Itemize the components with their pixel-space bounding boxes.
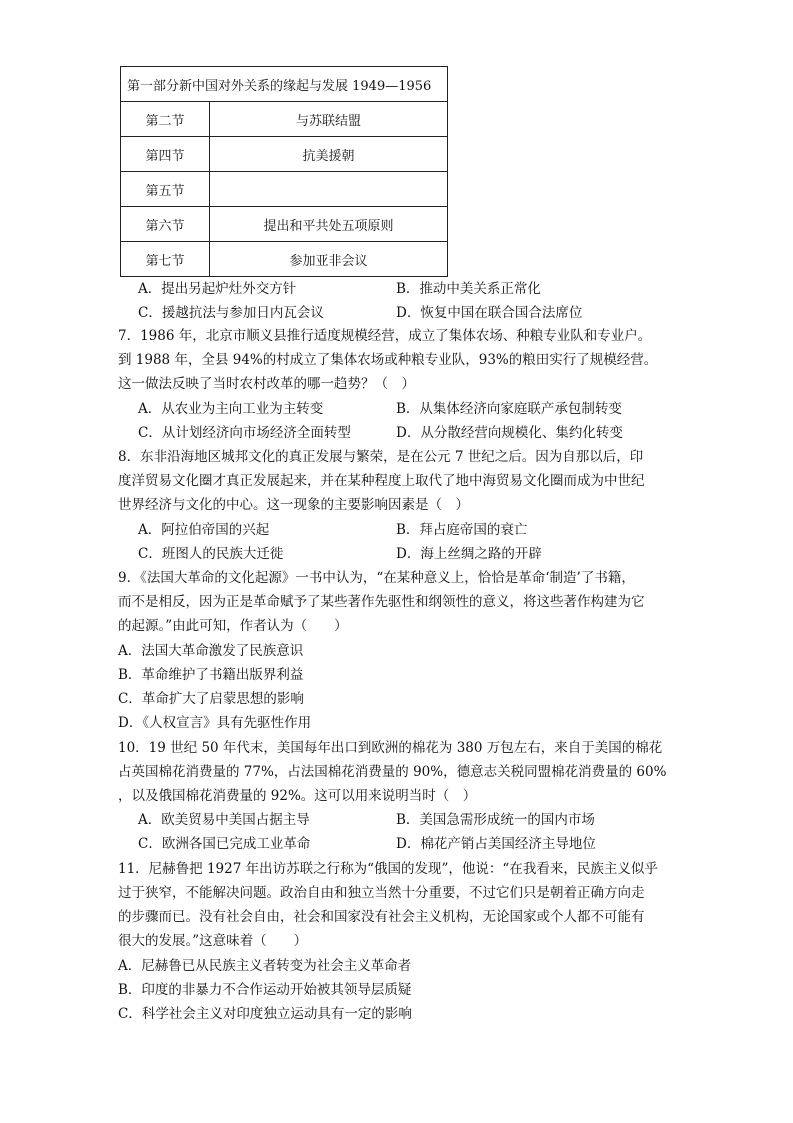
q11-option-a: A．尼赫鲁已从民族主义者转变为社会主义革命者 (118, 958, 412, 974)
q7-option-c: C．从计划经济向市场经济全面转型 (138, 425, 351, 441)
q8-stem-line-3: 世界经济与文化的中心。这一现象的主要影响因素是（ ） (118, 497, 469, 513)
section-cell: 第二节 (121, 102, 210, 137)
syllabus-table (120, 66, 448, 277)
q7-stem-line-1: 7．1986 年，北京市顺义县推行适度规模经营，成立了集体农场、种粮专业队和专业户。 (118, 328, 652, 344)
section-cell: 第五节 (121, 172, 210, 207)
section-cell: 第六节 (121, 207, 210, 242)
topic-cell: 抗美援朝 (210, 137, 448, 172)
q9-option-c: C．革命扩大了启蒙思想的影响 (118, 691, 304, 707)
q11-option-b: B．印度的非暴力不合作运动开始被其领导层质疑 (118, 982, 412, 998)
q8-stem-line-2: 度洋贸易文化圈才真正发展起来，并在某种程度上取代了地中海贸易文化圈而成为中世纪 (118, 473, 645, 489)
q8-option-b: B．拜占庭帝国的衰亡 (396, 522, 528, 538)
q10-option-a: A．欧美贸易中美国占据主导 (138, 812, 310, 828)
q7-option-d: D．从分散经营向规模化、集约化转变 (396, 425, 623, 441)
q8-stem-line-1: 8．东非沿海地区城邦文化的真正发展与繁荣，是在公元 7 世纪之后。因为自那以后，印 (118, 449, 644, 465)
q8-option-a: A．阿拉伯帝国的兴起 (138, 522, 270, 538)
topic-cell: 与苏联结盟 (210, 102, 448, 137)
topic-cell: 提出和平共处五项原则 (210, 207, 448, 242)
q10-option-b: B．美国急需形成统一的国内市场 (396, 812, 595, 828)
q6-option-b: B．推动中美关系正常化 (396, 281, 541, 297)
q9-stem-line-3: 的起源。”由此可知，作者认为（ ） (118, 618, 348, 634)
q10-stem-line-2: 占英国棉花消费量的 77%，占法国棉花消费量的 90%，德意志关税同盟棉花消费量的 60% (118, 764, 667, 780)
section-cell: 第七节 (121, 242, 210, 277)
q11-option-c: C．科学社会主义对印度独立运动具有一定的影响 (118, 1006, 412, 1022)
q6-option-c: C．援越抗法与参加日内瓦会议 (138, 305, 324, 321)
q7-stem-line-2: 到 1988 年，全县 94%的村成立了集体农场或种粮专业队，93%的粮田实行了规模经营。 (118, 352, 658, 368)
q11-stem-line-4: 很大的发展。”这意味着（ ） (118, 933, 308, 949)
q7-stem-line-3: 这一做法反映了当时农村改革的哪一趋势？（ ） (118, 376, 415, 392)
q7-option-a: A．从农业为主向工业为主转变 (138, 401, 324, 417)
q8-option-d: D．海上丝绸之路的开辟 (396, 546, 542, 562)
q10-stem-line-1: 10．19 世纪 50 年代末，美国每年出口到欧洲的棉花为 380 万包左右，来自于美国的棉花 (118, 740, 663, 756)
q10-stem-line-3: ，以及俄国棉花消费量的 92%。这可以用来说明当时（ ） (118, 788, 477, 804)
q11-stem-line-1: 11．尼赫鲁把 1927 年出访苏联之行称为“俄国的发现”，他说：“在我看来，民族主义似乎 (118, 861, 658, 877)
table-header: 第一部分新中国对外关系的缘起与发展 1949—1956 (121, 67, 448, 102)
table-row (121, 102, 448, 137)
q11-stem-line-3: 的步骤而已。没有社会自由，社会和国家没有社会主义机构，无论国家或个人都不可能有 (118, 909, 645, 925)
topic-cell: 参加亚非会议 (210, 242, 448, 277)
q9-option-d: D．《人权宣言》具有先驱性作用 (118, 715, 312, 731)
table-row (121, 137, 448, 172)
q10-option-c: C．欧洲各国已完成工业革命 (138, 836, 311, 852)
q9-option-a: A．法国大革命激发了民族意识 (118, 643, 304, 659)
q8-option-c: C．班图人的民族大迁徙 (138, 546, 284, 562)
q6-option-d: D．恢复中国在联合国合法席位 (396, 305, 583, 321)
table-row (121, 172, 448, 207)
q9-option-b: B．革命维护了书籍出版界利益 (118, 667, 304, 683)
q7-option-b: B．从集体经济向家庭联产承包制转变 (396, 401, 622, 417)
table-row (121, 207, 448, 242)
q9-stem-line-2: 而不是相反，因为正是革命赋予了某些著作先驱性和纲领性的意义，将这些著作构建为它 (118, 594, 645, 610)
q10-option-d: D．棉花产销占美国经济主导地位 (396, 836, 596, 852)
q6-option-a: A．提出另起炉灶外交方针 (138, 281, 297, 297)
section-cell: 第四节 (121, 137, 210, 172)
table-header-row (121, 67, 448, 102)
topic-cell-blank (210, 172, 448, 207)
q9-stem-line-1: 9．《法国大革命的文化起源》一书中认为，“在某种意义上，恰恰是革命‘制造’了书籍， (118, 570, 635, 586)
table-row (121, 242, 448, 277)
q11-stem-line-2: 过于狭窄，不能解决问题。政治自由和独立当然十分重要，不过它们只是朝着正确方向走 (118, 885, 645, 901)
